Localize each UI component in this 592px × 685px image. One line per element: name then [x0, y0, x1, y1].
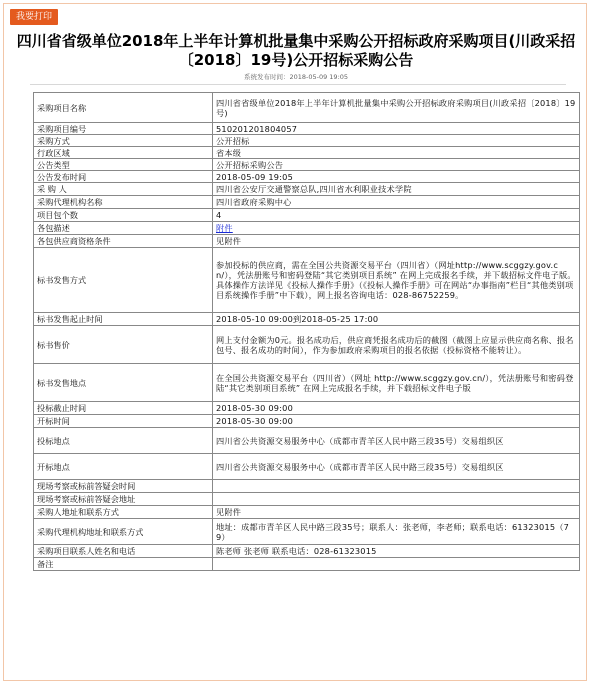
row-label: 各包描述: [34, 222, 213, 235]
announcement-table: [33, 92, 580, 571]
row-label: 采购代理机构名称: [34, 196, 213, 209]
table-row: [34, 506, 580, 519]
row-value: 见附件: [213, 235, 580, 248]
row-value: 四川省政府采购中心: [213, 196, 580, 209]
row-label: 现场考察或标前答疑会时间: [34, 480, 213, 493]
row-value: 2018-05-10 09:00到2018-05-25 17:00: [213, 313, 580, 326]
row-label: 公告类型: [34, 159, 213, 171]
table-row: [34, 480, 580, 493]
table-row: [34, 313, 580, 326]
table-row: [34, 222, 580, 235]
table-row: [34, 454, 580, 480]
row-label: 开标时间: [34, 415, 213, 428]
row-label: 采购方式: [34, 135, 213, 147]
table-row: [34, 171, 580, 183]
table-row: [34, 493, 580, 506]
table-row: [34, 519, 580, 545]
row-value: 在全国公共资源交易平台（四川省）（网址 http://www.scggzy.gov.cn/），凭法册账号和密码登陆“其它类别项目系统” 在网上完成报名手续，并下载招标文件电子版: [213, 364, 580, 402]
row-label: 标书发售方式: [34, 248, 213, 313]
print-button[interactable]: 我要打印: [10, 9, 58, 25]
table-row: [34, 159, 580, 171]
row-label: 项目包个数: [34, 209, 213, 222]
row-label: 开标地点: [34, 454, 213, 480]
row-label: 采购人地址和联系方式: [34, 506, 213, 519]
table-row: [34, 93, 580, 123]
table-row: [34, 209, 580, 222]
row-value-cell: [213, 222, 580, 235]
table-row: [34, 558, 580, 571]
page-title: 四川省省级单位2018年上半年计算机批量集中采购公开招标政府采购项目(川政采招〔2018〕19号)公开招标采购公告: [16, 32, 576, 69]
table-row: [34, 402, 580, 415]
table-row: [34, 248, 580, 313]
row-value: 参加投标的供应商，需在全国公共资源交易平台（四川省）（网址http://www.scggzy.gov.cn/），凭法册账号和密码登陆“其它类别项目系统” 在网上完成报名手续，并下载招标文件电子版。具体操作方法详见《投标人操作手册》（《投标人操作手册》可在网站“办事指南”栏目“其他类别项目系统操作手册”中下载），网上报名咨询电话：028-86752259。: [213, 248, 580, 313]
row-label: 标书发售地点: [34, 364, 213, 402]
row-value: 四川省公共资源交易服务中心（成都市青羊区人民中路三段35号）交易组织区: [213, 428, 580, 454]
row-value: 2018-05-30 09:00: [213, 402, 580, 415]
table-row: [34, 364, 580, 402]
row-label: 投标截止时间: [34, 402, 213, 415]
table-row: [34, 123, 580, 135]
table-row: [34, 183, 580, 196]
row-value: 公开招标采购公告: [213, 159, 580, 171]
attachment-link[interactable]: 附件: [216, 223, 233, 233]
row-label: 采 购 人: [34, 183, 213, 196]
row-value: 四川省公共资源交易服务中心（成都市青羊区人民中路三段35号）交易组织区: [213, 454, 580, 480]
row-value: [213, 493, 580, 506]
row-value: 2018-05-30 09:00: [213, 415, 580, 428]
table-row: [34, 326, 580, 364]
table-row: [34, 428, 580, 454]
row-value: 四川省公安厅交通警察总队,四川省水利职业技术学院: [213, 183, 580, 196]
row-label: 各包供应商资格条件: [34, 235, 213, 248]
table-row: [34, 235, 580, 248]
row-label: 行政区域: [34, 147, 213, 159]
row-label: 标书发售起止时间: [34, 313, 213, 326]
table-row: [34, 135, 580, 147]
row-value: 4: [213, 209, 580, 222]
row-label: 现场考察或标前答疑会地址: [34, 493, 213, 506]
title-divider: [30, 84, 566, 85]
row-label: 采购项目编号: [34, 123, 213, 135]
row-label: 采购代理机构地址和联系方式: [34, 519, 213, 545]
row-label: 标书售价: [34, 326, 213, 364]
row-label: 采购项目联系人姓名和电话: [34, 545, 213, 558]
row-value: 见附件: [213, 506, 580, 519]
table-row: [34, 196, 580, 209]
row-value: 省本级: [213, 147, 580, 159]
row-value: 陈老师 张老师 联系电话：028-61323015: [213, 545, 580, 558]
row-label: 采购项目名称: [34, 93, 213, 123]
row-value: [213, 558, 580, 571]
publish-time-meta: 系统发布时间：2018-05-09 19:05: [243, 73, 349, 81]
table-row: [34, 545, 580, 558]
row-label: 公告发布时间: [34, 171, 213, 183]
row-label: 备注: [34, 558, 213, 571]
row-value: 公开招标: [213, 135, 580, 147]
row-value: 地址：成都市青羊区人民中路三段35号；联系人：张老师，李老师；联系电话：61323015（79）: [213, 519, 580, 545]
row-value: 2018-05-09 19:05: [213, 171, 580, 183]
table-row: [34, 147, 580, 159]
row-label: 投标地点: [34, 428, 213, 454]
table-row: [34, 415, 580, 428]
row-value: 四川省省级单位2018年上半年计算机批量集中采购公开招标政府采购项目(川政采招〔2018〕19号): [213, 93, 580, 123]
row-value: 网上支付金额为0元。报名成功后，供应商凭报名成功后的截图（截图上应显示供应商名称、报名包号、报名成功的时间），作为参加政府采购项目的报名依据（投标资格不能转让）。: [213, 326, 580, 364]
row-value: 510201201804057: [213, 123, 580, 135]
row-value: [213, 480, 580, 493]
